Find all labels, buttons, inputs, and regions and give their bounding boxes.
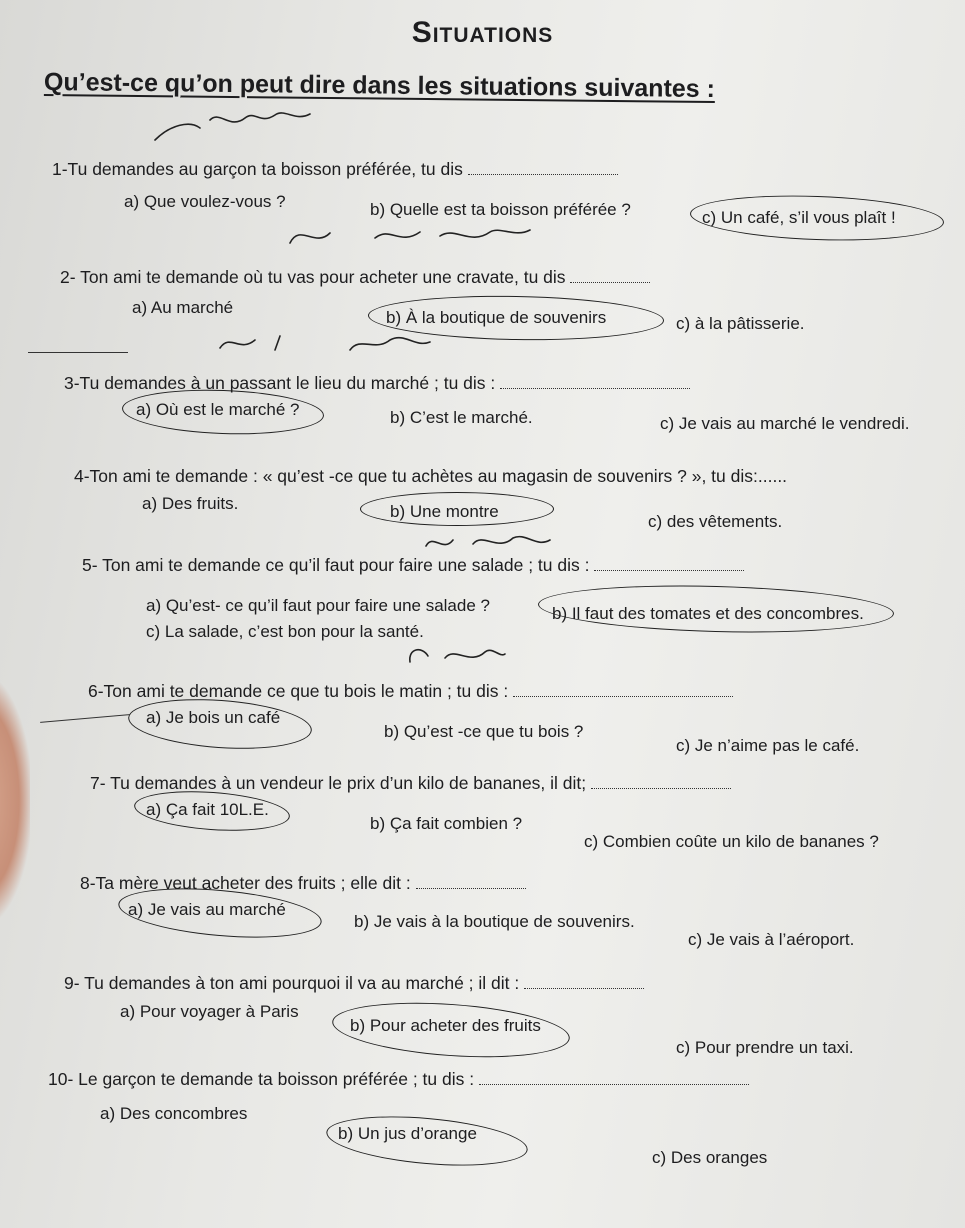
option-c: c) Je vais à l’aéroport.	[688, 930, 855, 949]
option-b: b) À la boutique de souvenirs	[386, 308, 607, 327]
option-c: c) Un café, s’il vous plaît !	[702, 208, 896, 227]
option-a: a) Je bois un café	[146, 708, 281, 727]
question-1	[52, 158, 618, 180]
answer-blank	[524, 972, 644, 989]
option-a: a) Qu’est- ce qu’il faut pour faire une salade ?	[146, 596, 490, 615]
option-b: b) Qu’est -ce que tu bois ?	[384, 722, 584, 741]
question-text: 3-Tu demandes à un passant le lieu du marché ; tu dis :	[64, 372, 496, 393]
question-text: 10- Le garçon te demande ta boisson préférée ; tu dis :	[48, 1068, 475, 1089]
question-text: 5- Ton ami te demande ce qu’il faut pour faire une salade ; tu dis :	[82, 554, 590, 575]
option-b: b) Il faut des tomates et des concombres.	[552, 604, 864, 623]
handwriting-scribble	[418, 528, 558, 556]
finger-shadow	[0, 680, 30, 920]
answer-blank	[468, 158, 618, 175]
option-b: b) C’est le marché.	[390, 408, 533, 427]
question-text: 7- Tu demandes à un vendeur le prix d’un kilo de bananes, il dit;	[90, 772, 587, 793]
page-title: Situations	[411, 16, 554, 49]
option-c: c) des vêtements.	[648, 512, 783, 531]
answer-blank	[479, 1068, 749, 1085]
option-b: b) Un jus d’orange	[338, 1124, 477, 1143]
answer-blank	[416, 872, 526, 889]
answer-blank	[591, 772, 731, 789]
option-b: b) Pour acheter des fruits	[350, 1016, 541, 1035]
option-b: b) Une montre	[390, 502, 499, 521]
handwriting-scribble	[400, 640, 510, 672]
handwriting-scribble	[210, 328, 440, 360]
option-c: c) Je vais au marché le vendredi.	[660, 414, 910, 433]
option-c: c) à la pâtisserie.	[676, 314, 805, 333]
answer-blank	[500, 372, 690, 389]
option-a: a) Des fruits.	[142, 494, 239, 513]
option-c: c) Je n’aime pas le café.	[676, 736, 860, 755]
question-text: 8-Ta mère veut acheter des fruits ; elle dit :	[80, 872, 411, 893]
option-a: a) Ça fait 10L.E.	[146, 800, 269, 819]
handwriting-scribble	[150, 100, 320, 160]
question-text: 2- Ton ami te demande où tu vas pour acheter une cravate, tu dis	[60, 266, 566, 287]
question-9	[64, 972, 644, 994]
question-4	[74, 466, 787, 487]
question-5	[82, 554, 744, 576]
option-a: a) Des concombres	[100, 1104, 248, 1123]
question-text: 6-Ton ami te demande ce que tu bois le matin ; tu dis :	[88, 680, 509, 701]
answer-blank	[570, 266, 650, 283]
pen-line	[40, 714, 130, 723]
question-8	[80, 872, 526, 894]
page-subtitle: Qu’est-ce qu’on peut dire dans les situations suivantes :	[43, 68, 716, 104]
option-a: a) Que voulez-vous ?	[124, 192, 286, 211]
option-b: b) Ça fait combien ?	[370, 814, 523, 833]
question-text: 9- Tu demandes à ton ami pourquoi il va au marché ; il dit :	[64, 972, 520, 993]
option-b: b) Quelle est ta boisson préférée ?	[370, 200, 631, 219]
question-2	[60, 266, 650, 288]
question-text: 1-Tu demandes au garçon ta boisson préférée, tu dis	[52, 158, 463, 179]
option-b: b) Je vais à la boutique de souvenirs.	[354, 912, 635, 931]
option-a: a) Je vais au marché	[128, 900, 286, 919]
question-text: 4-Ton ami te demande : « qu’est -ce que tu achètes au magasin de souvenirs ? », tu dis:......	[74, 466, 788, 486]
handwriting-scribble	[280, 218, 540, 258]
question-7	[90, 772, 731, 794]
option-c: c) La salade, c’est bon pour la santé.	[146, 622, 424, 641]
option-c: c) Combien coûte un kilo de bananes ?	[584, 832, 879, 851]
option-a: a) Pour voyager à Paris	[120, 1002, 299, 1021]
question-3	[64, 372, 690, 394]
answer-blank	[513, 680, 733, 697]
answer-blank	[594, 554, 744, 571]
option-c: c) Des oranges	[652, 1148, 768, 1167]
question-10	[48, 1068, 749, 1090]
option-a: a) Au marché	[132, 298, 234, 317]
pen-line	[28, 352, 128, 353]
question-6	[88, 680, 733, 702]
option-c: c) Pour prendre un taxi.	[676, 1038, 854, 1057]
option-a: a) Où est le marché ?	[136, 400, 300, 419]
